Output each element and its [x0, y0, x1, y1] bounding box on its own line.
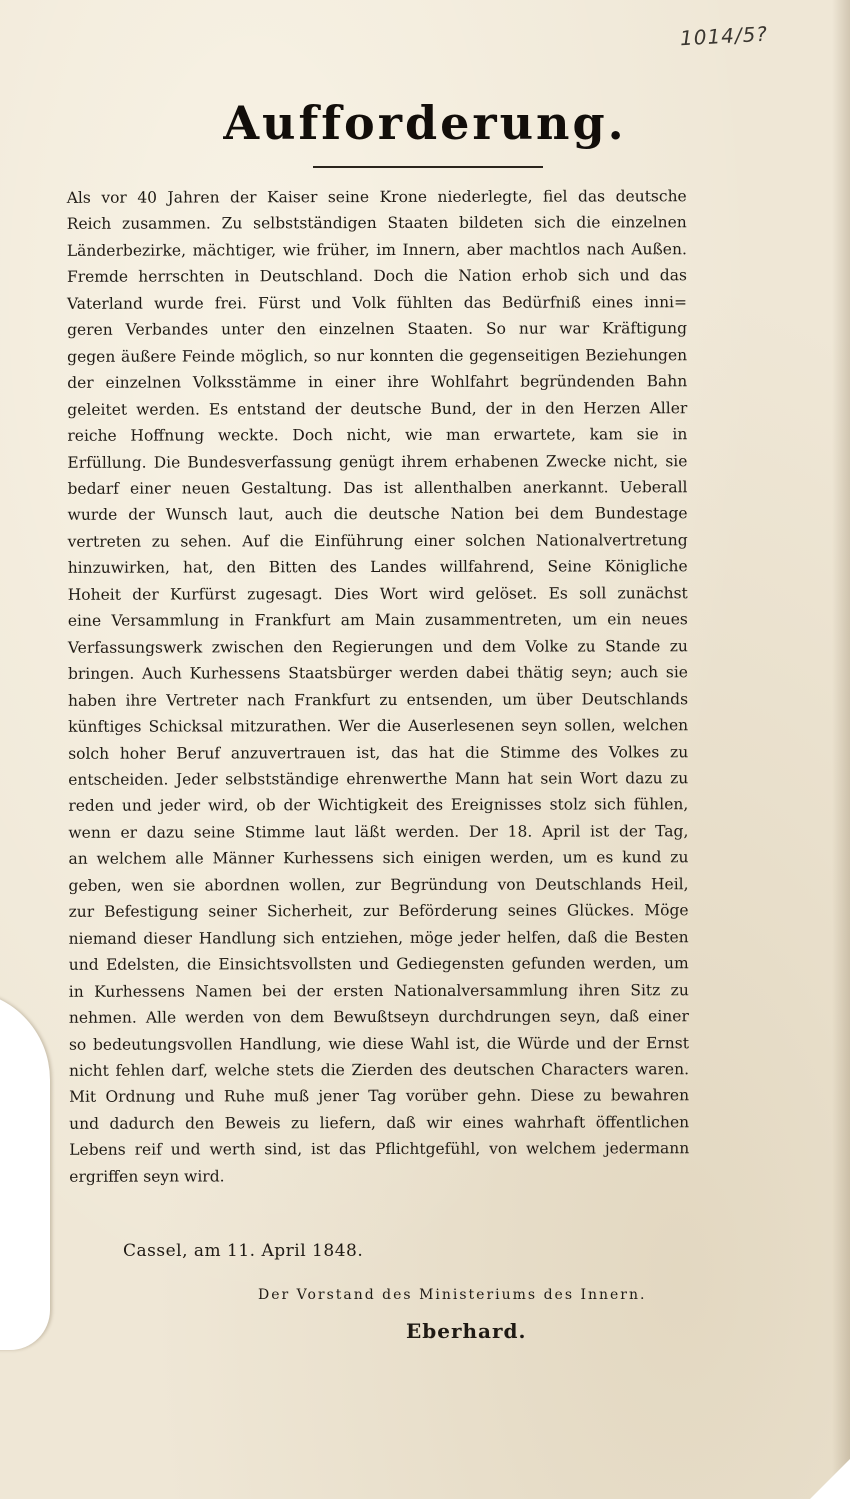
- text-line: geben, wen sie abordnen wollen, zur Begründung von Deutschlands Heil,: [68, 874, 689, 895]
- dateline: Cassel, am 11. April 1848.: [123, 1241, 364, 1261]
- issuing-authority: Der Vorstand des Ministeriums des Innern.: [258, 1287, 647, 1303]
- text-line: künftiges Schicksal mitzurathen. Wer die Auserlesenen seyn sollen, welchen: [68, 716, 689, 736]
- text-line: reiche Hoffnung weckte. Doch nicht, wie man erwartete, kam sie in: [67, 425, 688, 445]
- text-line: Verfassungswerk zwischen den Regierungen und dem Volke zu Stande zu: [67, 636, 688, 657]
- document-title: Aufforderung.: [223, 96, 627, 150]
- missing-corner: [810, 1459, 850, 1499]
- text-line: nehmen. Alle werden von dem Bewußtseyn durchdrungen seyn, daß einer: [68, 1007, 689, 1027]
- text-line: zur Befestigung seiner Sicherheit, zur Beförderung seines Glückes. Möge: [68, 901, 689, 922]
- text-line: Länderbezirke, mächtiger, wie früher, im Innern, aber machtlos nach Außen.: [66, 240, 687, 260]
- text-line: entscheiden. Jeder selbstständige ehrenwerthe Mann hat sein Wort dazu zu: [68, 769, 689, 789]
- text-line: Vaterland wurde frei. Fürst und Volk fühlten das Bedürfniß eines inni=: [66, 293, 688, 313]
- text-line: vertreten zu sehen. Auf die Einführung einer solchen Nationalvertretung: [67, 531, 688, 551]
- text-line: bedarf einer neuen Gestaltung. Das ist allenthalben anerkannt. Ueberall: [67, 478, 688, 498]
- text-line: eine Versammlung in Frankfurt am Main zusammentreten, um ein neues: [67, 610, 688, 631]
- text-line: nicht fehlen darf, welche stets die Zierden des deutschen Characters waren.: [68, 1060, 690, 1080]
- text-line: in Kurhessens Namen bei der ersten Nationalversammlung ihren Sitz zu: [68, 980, 689, 1001]
- text-line: der einzelnen Volksstämme in einer ihre Wohlfahrt begründenden Bahn: [67, 372, 688, 392]
- text-line: bringen. Auch Kurhessens Staatsbürger werden dabei thätig seyn; auch sie: [67, 663, 688, 683]
- text-line: gegen äußere Feinde möglich, so nur konnten die gegenseitigen Beziehungen: [67, 345, 688, 366]
- text-line: so bedeutungsvollen Handlung, wie diese Wahl ist, die Würde und der Ernst: [68, 1033, 689, 1054]
- text-line: Mit Ordnung und Ruhe muß jener Tag vorüber gehn. Diese zu bewahren: [69, 1086, 690, 1107]
- text-line: geleitet werden. Es entstand der deutsche Bund, der in den Herzen Aller: [67, 398, 688, 419]
- text-line: Erfüllung. Die Bundesverfassung genügt ihrem erhabenen Zwecke nicht, sie: [67, 451, 688, 472]
- text-line: Reich zusammen. Zu selbstständigen Staaten bildeten sich die einzelnen: [66, 213, 687, 234]
- text-line: an welchem alle Männer Kurhessens sich einigen werden, um es kund zu: [68, 848, 689, 869]
- paper-edge-shadow: [832, 0, 850, 1499]
- text-line: reden und jeder wird, ob der Wichtigkeit des Ereignisses stolz sich fühlen,: [68, 795, 689, 816]
- text-line: und dadurch den Beweis zu liefern, daß wir eines wahrhaft öffentlichen: [69, 1113, 690, 1133]
- title-divider: [313, 166, 543, 168]
- archive-number: 1014/5?: [679, 21, 769, 51]
- text-line: hinzuwirken, hat, den Bitten des Landes willfahrend, Seine Königliche: [67, 557, 688, 578]
- text-line: niemand dieser Handlung sich entziehen, möge jeder helfen, daß die Besten: [68, 927, 689, 948]
- text-line: wenn er dazu seine Stimme laut läßt werden. Der 18. April ist der Tag,: [68, 822, 689, 842]
- text-line: solch hoher Beruf anzuvertrauen ist, das hat die Stimme des Volkes zu: [68, 742, 689, 763]
- text-line: Lebens reif und werth sind, ist das Pflichtgefühl, von welchem jedermann: [69, 1139, 690, 1160]
- text-line: Fremde herrschten in Deutschland. Doch die Nation erhob sich und das: [66, 266, 687, 287]
- body-paragraph: [67, 183, 690, 1190]
- text-line: ergriffen seyn wird.: [69, 1167, 225, 1186]
- torn-edge: [0, 990, 50, 1350]
- text-line: haben ihre Vertreter nach Frankfurt zu entsenden, um über Deutschlands: [68, 689, 689, 710]
- text-line: Hoheit der Kurfürst zugesagt. Dies Wort wird gelöset. Es soll zunächst: [67, 583, 688, 604]
- text-line: geren Verbandes unter den einzelnen Staaten. So nur war Kräftigung: [67, 319, 688, 340]
- text-line: wurde der Wunsch laut, auch die deutsche Nation bei dem Bundestage: [67, 504, 688, 525]
- text-line: Als vor 40 Jahren der Kaiser seine Krone niederlegte, fiel das deutsche: [66, 187, 687, 207]
- signature: Eberhard.: [406, 1319, 527, 1343]
- text-line: und Edelsten, die Einsichtsvollsten und Gediegensten gefunden werden, um: [68, 954, 689, 974]
